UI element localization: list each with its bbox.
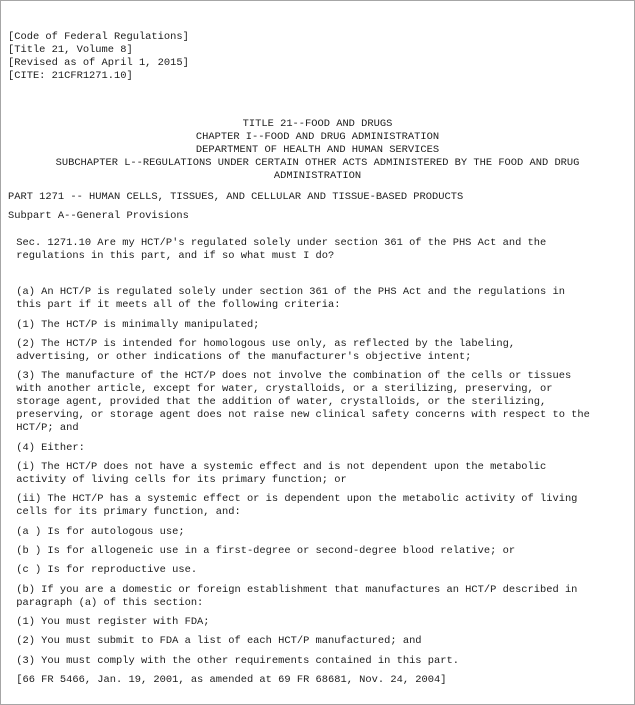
paragraph-a3-line4: preserving, or storage agent does not raise new clinical safety concerns with respect to the (10, 409, 590, 421)
paragraph-a: (a) An HCT/P is regulated solely under section 361 of the PHS Act and the regulations in (10, 286, 565, 298)
revised-line: [Revised as of April 1, 2015] (8, 57, 189, 69)
paragraph-b3: (3) You must comply with the other requirements contained in this part. (10, 655, 459, 667)
paragraph-a-continued: this part if it meets all of the following criteria: (10, 299, 341, 311)
title-heading: TITLE 21--FOOD AND DRUGS (242, 118, 393, 130)
paragraph-a4-i-continued: activity of living cells for its primary function; or (10, 474, 347, 486)
paragraph-a3-line2: with another article, except for water, crystalloids, or a sterilizing, preserving, or (10, 383, 553, 395)
part-heading: PART 1271 -- HUMAN CELLS, TISSUES, AND CELLULAR AND TISSUE-BASED PRODUCTS (8, 191, 464, 203)
paragraph-a1: (1) The HCT/P is minimally manipulated; (10, 319, 260, 331)
paragraph-a3: (3) The manufacture of the HCT/P does not involve the combination of the cells or tissues (10, 370, 572, 382)
department-heading: DEPARTMENT OF HEALTH AND HUMAN SERVICES (195, 144, 440, 156)
cite-line: [CITE: 21CFR1271.10] (8, 70, 133, 82)
paragraph-a4-ii-a: (a ) Is for autologous use; (10, 526, 185, 538)
subchapter-heading-continued: ADMINISTRATION (273, 170, 362, 182)
paragraph-b-continued: paragraph (a) of this section: (10, 597, 204, 609)
section-heading: Sec. 1271.10 Are my HCT/P's regulated solely under section 361 of the PHS Act and the (10, 237, 547, 249)
amendment-citation: [66 FR 5466, Jan. 19, 2001, as amended at 69 FR 68681, Nov. 24, 2004] (10, 674, 447, 686)
paragraph-a2-continued: advertising, or other indications of the manufacturer's objective intent; (10, 351, 472, 363)
paragraph-a3-line3: storage agent, provided that the addition of water, crystalloids, or the sterilizing, (10, 396, 547, 408)
paragraph-a2: (2) The HCT/P is intended for homologous use only, as reflected by the labeling, (10, 338, 516, 350)
code-line: [Code of Federal Regulations] (8, 31, 189, 43)
subchapter-heading: SUBCHAPTER L--REGULATIONS UNDER CERTAIN OTHER ACTS ADMINISTERED BY THE FOOD AND DRUG (55, 157, 580, 169)
section-heading-continued: regulations in this part, and if so what must I do? (10, 250, 335, 262)
paragraph-a4-ii: (ii) The HCT/P has a systemic effect or is dependent upon the metabolic activity of living (10, 493, 578, 505)
paragraph-a3-line5: HCT/P; and (10, 422, 79, 434)
paragraph-a4: (4) Either: (10, 442, 85, 454)
paragraph-b1: (1) You must register with FDA; (10, 616, 210, 628)
paragraph-a4-i: (i) The HCT/P does not have a systemic effect and is not dependent upon the metabolic (10, 461, 547, 473)
title-volume-line: [Title 21, Volume 8] (8, 44, 133, 56)
paragraph-b2: (2) You must submit to FDA a list of each HCT/P manufactured; and (10, 635, 422, 647)
chapter-heading: CHAPTER I--FOOD AND DRUG ADMINISTRATION (195, 131, 440, 143)
paragraph-a4-ii-continued: cells for its primary function, and: (10, 506, 241, 518)
paragraph-a4-ii-c: (c ) Is for reproductive use. (10, 564, 198, 576)
subpart-heading: Subpart A--General Provisions (8, 210, 189, 222)
paragraph-a4-ii-b: (b ) Is for allogeneic use in a first-degree or second-degree blood relative; or (10, 545, 516, 557)
paragraph-b: (b) If you are a domestic or foreign establishment that manufactures an HCT/P described in (10, 584, 578, 596)
